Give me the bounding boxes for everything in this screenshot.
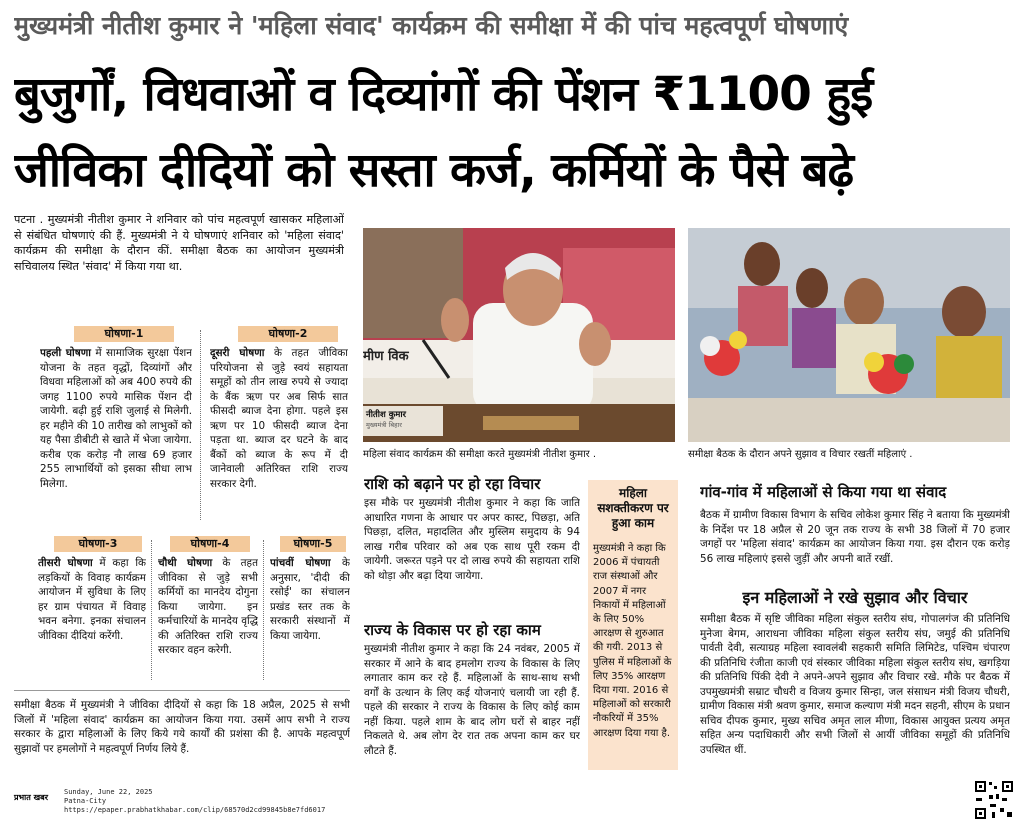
intro-paragraph: पटना . मुख्यमंत्री नीतीश कुमार ने शनिवार को पांच महत्वपूर्ण खासकर महिलाओं से संबंधित घोषणाएं की हैं. मुख्यमंत्री ने ये घोषणाएं शनिवार को 'महिला संवाद' कार्यक्रम की समीक्षा के दौरान कीं. समीक्षा बैठक का आयोजन मुख्यमंत्री सचिवालय स्थित 'संवाद' में किया गया था. bbox=[14, 213, 344, 273]
announcement-5-body: के अनुसार, 'दीदी की रसोई' का संचालन प्रखंड स्तर तक के सरकारी संस्थानों में किया जायेगा. bbox=[270, 557, 350, 642]
kicker-headline: मुख्यमंत्री नीतीश कुमार ने 'महिला संवाद' कार्यक्रम की समीक्षा में की पांच महत्वपूर्ण घोषणाएं bbox=[14, 11, 849, 40]
women-photo bbox=[688, 228, 1010, 442]
announcement-1-body: में सामाजिक सुरक्षा पेंशन योजना के तहत वृद्धों, दिव्यांगों और विधवा महिलाओं को अब 400 रुपये की जगह 1100 रुपये मासिक पेंशन दी जायेगी. बढ़ी हुई राशि जुलाई से मिलेगी. हर महीने की 10 तारीख को लाभुकों को यह पैसा डीबीटी से खाते में भेजा जायेगा. करीब एक करोड़ नौ लाख 69 हजार 255 लाभार्थियों को इसका सीधा लाभ मिलेगा. bbox=[40, 347, 192, 490]
amount-section-text: इस मौके पर मुख्यमंत्री नीतीश कुमार ने कहा कि जाति आधारित गणना के आधार पर अपर कास्ट, पिछड़ा, अति पिछड़ा, दलित, महादलित और मुस्लिम समुदाय के 94 लाख गरीब परिवार को अब एक साथ पूरी रकम दी जायेगी. जरूरत पड़ने पर दो लाख रुपये की सहायता राशि को थोड़ा और बढ़ा दिया जायेगा. bbox=[364, 497, 580, 582]
announcement-5-tag: घोषणा-5 bbox=[280, 536, 346, 552]
bottom-left-paragraph: समीक्षा बैठक में मुख्यमंत्री ने जीविका दीदियों से कहा कि 18 अप्रैल, 2025 से सभी जिलों में 'महिला संवाद' कार्यक्रम का आयोजन किया गया. उसमें आप सभी ने राज्य सरकार के द्वारा महिलाओं के लिए किये गये कार्यों की प्रशंसा की है. आपके महत्वपूर्ण सुझावों पर हमलोगों ने महत्वपूर्ण निर्णय लिये हैं. bbox=[14, 699, 350, 755]
announcement-1-text bbox=[40, 346, 192, 524]
footer-url[interactable]: https://epaper.prabhatkhabar.com/clip/68570d2cd99845b8e7fd6017 bbox=[64, 806, 326, 814]
column-divider bbox=[263, 540, 264, 680]
dev-section-text: मुख्यमंत्री नीतीश कुमार ने कहा कि 24 नवंबर, 2005 में सरकार में आने के बाद हमलोग राज्य के विकास के लिए लगातार काम कर रहे हैं. महिलाओं के साथ-साथ सभी वर्गों के उत्थान के लिए कई योजनाएं चलायी जा रही हैं. पहले की सरकार ने राज्य के विकास के लिए कोई काम नहीं किया. पहले शाम के बाद लोग घरों से बाहर नहीं निकलते थे. अब लोग देर रात तक अपना काम कर घर लौटते हैं. bbox=[364, 643, 580, 757]
announcement-1-lead: पहली घोषणा bbox=[40, 347, 91, 359]
footer-date: Sunday, June 22, 2025 bbox=[64, 788, 153, 796]
announcement-4-body: के तहत जीविका से जुड़े सभी कर्मियों का मानदेय दोगुना किया जायेगा. इन कर्मचारियों के मानदेय वृद्धि की अतिरिक्त राशि राज्य सरकार वहन करेगी. bbox=[158, 557, 258, 656]
nameplate-name: नीतीश कुमार bbox=[366, 410, 406, 420]
announcement-3-text bbox=[38, 556, 146, 680]
footer-edition: Patna-City bbox=[64, 797, 107, 805]
suggest-section-text: समीक्षा बैठक में सृष्टि जीविका महिला संकुल स्तरीय संघ, गोपालगंज की प्रतिनिधि मुनेजा बेगम, आराधना जीविका महिला संकुल स्तरीय संघ, जमुई की प्रतिनिधि पार्वती देवी, सत्याग्रह महिला स्वावलंबी सहकारी समिति लिमिटेड, पश्चिम चंपारण की प्रतिनिधि रंजीता काजी एवं संस्कार जीविका महिला संकुल स्तरीय संघ, खगड़िया की प्रतिनिधि पिंकी देवी ने अपने-अपने सुझाव और विचार रखे. मौके पर बैठक में उपमुख्यमंत्री सम्राट चौधरी व विजय कुमार सिन्हा, जल संसाधन मंत्री विजय चौधरी, ग्रामीण विकास मंत्री श्रवण कुमार, समाज कल्याण मंत्री मदन सहनी, सीएम के प्रधान सचिव दीपक कुमार, मुख्य सचिव अमृत लाल मीणा, विकास आयुक्त प्रत्यय अमृत सहित अन्य पदाधिकारी और सभी जिलों से आयीं जीविका समूहों की प्रतिनिधि उपस्थित थीं. bbox=[700, 613, 1010, 756]
announcement-2-text bbox=[210, 346, 348, 524]
nameplate-title: मुख्यमंत्री बिहार bbox=[366, 421, 402, 429]
announcement-5-text bbox=[270, 556, 350, 680]
announcement-2-lead: दूसरी घोषणा bbox=[210, 347, 265, 359]
announcement-2-tag: घोषणा-2 bbox=[238, 326, 338, 342]
women-empowerment-box bbox=[588, 480, 678, 770]
village-section-text: बैठक में ग्रामीण विकास विभाग के सचिव लोकेश कुमार सिंह ने बताया कि मुख्यमंत्री के निर्देश पर 18 अप्रैल से 20 जून तक राज्य के सभी 38 जिलों में 70 हजार जगहों पर 'महिला संवाद' कार्यक्रम का आयोजन किया गया. इस दौरान एक करोड़ 56 लाख महिलाएं इससे जुड़ीं और अपनी बातें रखीं. bbox=[700, 509, 1010, 565]
announcement-4-lead: चौथी घोषणा bbox=[158, 557, 213, 569]
column-divider bbox=[200, 330, 201, 520]
women-box-title: महिला सशक्तीकरण पर हुआ काम bbox=[597, 486, 669, 530]
column-divider bbox=[151, 540, 152, 680]
women-box-text: मुख्यमंत्री ने कहा कि 2006 में पंचायती राज संस्थाओं और 2007 में नगर निकायों में महिलाओं के लिए 50% आरक्षण से शुरुआत की गयी. 2013 से पुलिस में महिलाओं के लिए 35% आरक्षण दिया गया. 2016 से महिलाओं को सरकारी नौकरियों में 35% आरक्षण दिया गया है. bbox=[593, 543, 672, 739]
announcement-3-lead: तीसरी घोषणा bbox=[38, 557, 93, 569]
announcement-3-body: में कहा कि लड़कियों के विवाह कार्यक्रम आयोजन में सुविधा के लिए हर ग्राम पंचायत में विवाह भवन बनेगा. इनका संचालन जीविका दीदियां करेंगी. bbox=[38, 557, 146, 642]
village-section-title: गांव-गांव में महिलाओं से किया गया था संवाद bbox=[700, 483, 947, 501]
headline-line-2: जीविका दीदियों को सस्ता कर्ज, कर्मियों के पैसे बढ़े bbox=[14, 143, 853, 198]
announcement-1-tag: घोषणा-1 bbox=[74, 326, 174, 342]
cm-photo-caption: महिला संवाद कार्यक्रम की समीक्षा करते मुख्यमंत्री नीतीश कुमार . bbox=[363, 449, 597, 460]
announcement-2-body: के तहत जीविका परियोजना से जुड़े स्वयं सहायता समूहों को तीन लाख रुपये से ज्यादा के बैंक ऋण पर अब सिर्फ सात फीसदी ब्याज देना होगा. पहले इस ऋण पर 10 फीसदी ब्याज देना पड़ता था. ब्याज दर घटने के बाद बैंकों को ब्याज के रूप में दी जानेवाली अतिरिक्त राशि राज्य सरकार देगी. bbox=[210, 347, 348, 490]
amount-section-title: राशि को बढ़ाने पर हो रहा विचार bbox=[364, 475, 541, 493]
women-photo-caption: समीक्षा बैठक के दौरान अपने सुझाव व विचार रखतीं महिलाएं . bbox=[688, 449, 913, 460]
cm-nameplate bbox=[363, 406, 443, 436]
publication-logo: प्रभात खबर bbox=[14, 793, 48, 802]
cm-photo bbox=[363, 228, 675, 442]
headline-line-1: बुजुर्गों, विधवाओं व दिव्यांगों की पेंशन ₹1100 हुई bbox=[14, 67, 873, 122]
announcement-5-lead: पांचवीं घोषणा bbox=[270, 557, 331, 569]
qr-code-icon[interactable] bbox=[974, 780, 1014, 820]
section-rule bbox=[14, 690, 350, 691]
announcement-3-tag: घोषणा-3 bbox=[54, 536, 142, 552]
announcement-4-tag: घोषणा-4 bbox=[170, 536, 250, 552]
announcement-4-text bbox=[158, 556, 258, 680]
qr-code-graphic bbox=[974, 780, 1014, 820]
cm-photo-banner: मीण विक bbox=[363, 349, 409, 364]
suggest-section-title: इन महिलाओं ने रखे सुझाव और विचार bbox=[742, 588, 968, 607]
women-photo-illustration bbox=[688, 228, 1010, 442]
dev-section-title: राज्य के विकास पर हो रहा काम bbox=[364, 621, 541, 639]
